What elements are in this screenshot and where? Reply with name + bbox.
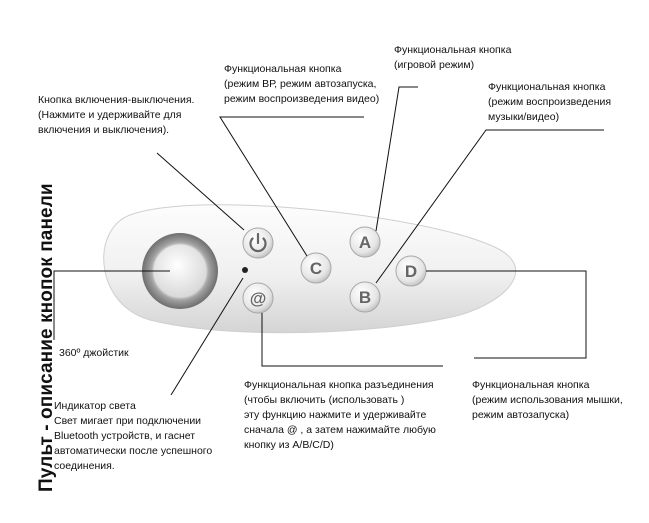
b-button-label: B <box>358 288 372 307</box>
at-button[interactable] <box>243 283 273 313</box>
b-button[interactable] <box>350 282 380 312</box>
d-button[interactable] <box>396 256 426 286</box>
label-a: Функциональная кнопка (игровой режим) <box>394 44 512 71</box>
label-at: Функциональная кнопка разъединения (чтобы включить (использовать ) эту функцию нажмите и удерживайте сначала @ , а затем нажимайте любую кнопку из A/B/C/D) <box>244 379 436 451</box>
label-indicator: Индикатор света Свет мигает при подключении Bluetooth устройств, и гаснет автоматически после успешного соединения. <box>54 400 213 472</box>
power-button[interactable] <box>243 228 273 258</box>
indicator-light <box>242 267 248 273</box>
page-title: Пульт - описание кнопок панели <box>36 183 57 492</box>
label-power: Кнопка включения-выключения. (Нажмите и удерживайте для включения и выключения). <box>38 94 195 136</box>
label-b: Функциональная кнопка (режим воспроизведения музыки/видео) <box>488 81 612 123</box>
leader-a <box>376 87 418 231</box>
a-button[interactable] <box>350 227 380 257</box>
c-button[interactable] <box>301 253 331 283</box>
at-button-label: @ <box>249 289 267 308</box>
c-button-label: C <box>309 259 323 278</box>
a-button-label: A <box>358 233 372 252</box>
label-joystick: 360º джойстик <box>59 347 129 359</box>
label-d: Функциональная кнопка (режим использования мышки, режим автозапуска) <box>472 379 623 421</box>
d-button-label: D <box>404 262 418 281</box>
label-c: Функциональная кнопка (режим ВР, режим автозапуска, режим воспроизведения видео) <box>224 63 380 105</box>
